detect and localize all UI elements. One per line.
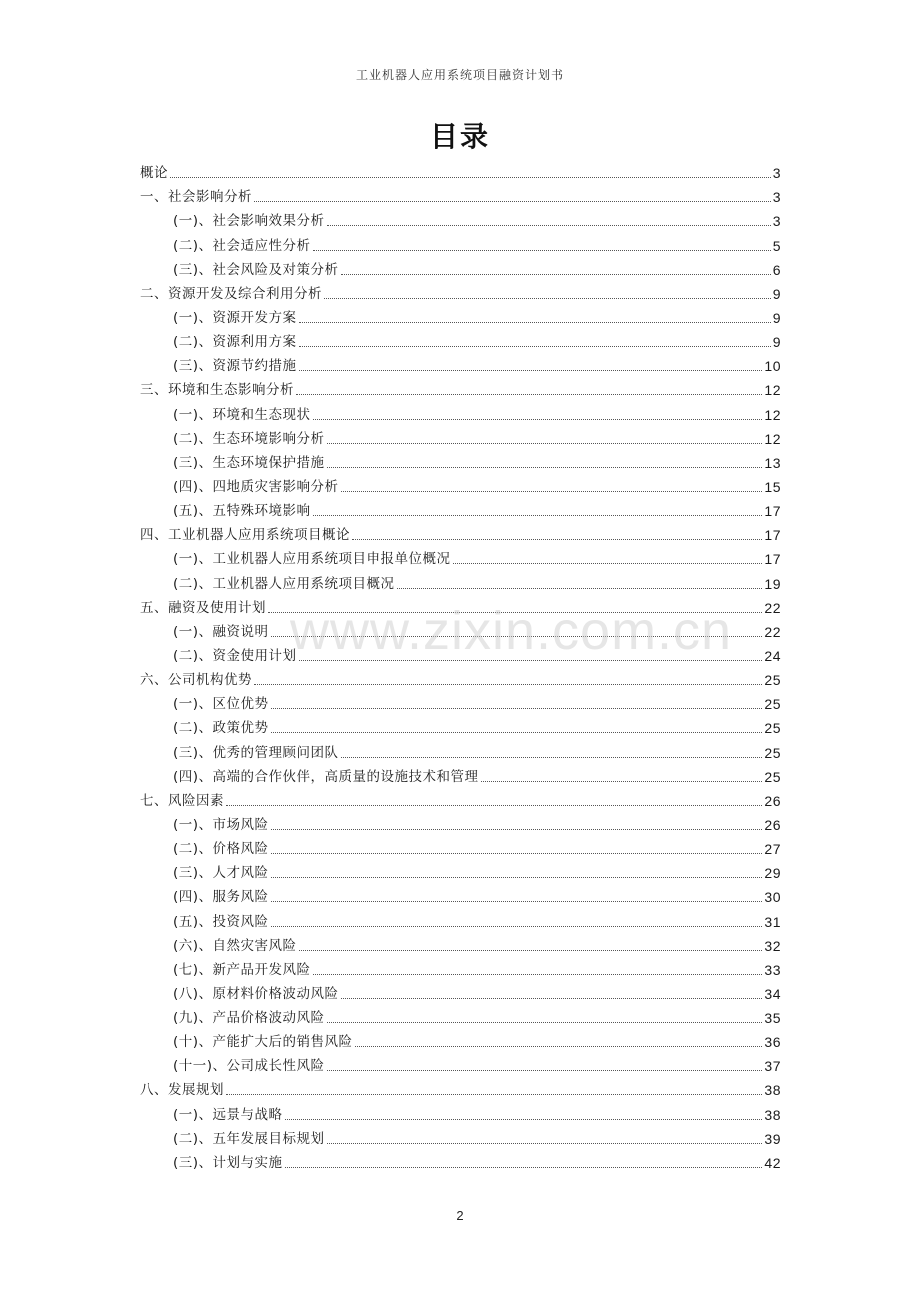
toc-dot-leader: [299, 346, 771, 347]
toc-dot-leader: [397, 588, 763, 589]
toc-entry[interactable]: [140, 209, 781, 233]
toc-dot-leader: [341, 491, 763, 492]
toc-dot-leader: [254, 201, 771, 202]
toc-entry[interactable]: [140, 789, 781, 813]
toc-dot-leader: [313, 419, 763, 420]
toc-dot-leader: [313, 974, 763, 975]
toc-entry-page: 37: [764, 1058, 781, 1075]
toc-entry-label: 八、发展规划: [140, 1082, 224, 1099]
toc-title: 目录: [429, 120, 490, 153]
toc-entry[interactable]: [140, 958, 781, 982]
toc-entry[interactable]: [140, 644, 781, 668]
toc-dot-leader: [327, 1070, 763, 1071]
toc-entry-label: (一)、资源开发方案: [173, 309, 297, 326]
toc-dot-leader: [341, 274, 771, 275]
toc-entry-label: (二)、五年发展目标规划: [173, 1130, 325, 1147]
toc-entry[interactable]: [140, 427, 781, 451]
toc-entry[interactable]: [140, 740, 781, 764]
toc-entry[interactable]: [140, 233, 781, 257]
toc-entry-label: (二)、资源利用方案: [173, 334, 297, 351]
toc-dot-leader: [299, 370, 763, 371]
toc-entry-label: (一)、市场风险: [173, 816, 269, 833]
toc-entry-page: 32: [764, 937, 781, 954]
toc-entry[interactable]: [140, 1127, 781, 1151]
toc-dot-leader: [285, 1119, 763, 1120]
toc-entry-page: 24: [764, 647, 781, 664]
toc-entry[interactable]: [140, 813, 781, 837]
toc-entry[interactable]: [140, 837, 781, 861]
toc-entry[interactable]: [140, 282, 781, 306]
toc-dot-leader: [271, 901, 763, 902]
toc-entry-page: 3: [772, 213, 781, 230]
toc-entry[interactable]: [140, 1006, 781, 1030]
toc-entry-label: 七、风险因素: [140, 792, 224, 809]
toc-entry-label: 六、公司机构优势: [140, 672, 252, 689]
toc-entry-page: 12: [764, 430, 781, 447]
toc-dot-leader: [271, 926, 763, 927]
toc-entry[interactable]: [140, 934, 781, 958]
toc-dot-leader: [327, 1022, 763, 1023]
toc-dot-leader: [327, 443, 763, 444]
toc-entry-label: (二)、生态环境影响分析: [173, 430, 325, 447]
toc-entry-label: (一)、工业机器人应用系统项目申报单位概况: [173, 551, 451, 568]
toc-entry-page: 34: [764, 985, 781, 1002]
toc-entry[interactable]: [140, 1078, 781, 1102]
toc-dot-leader: [327, 225, 771, 226]
toc-dot-leader: [271, 708, 763, 709]
toc-entry-page: 26: [764, 816, 781, 833]
toc-entry-label: (三)、社会风险及对策分析: [173, 261, 339, 278]
toc-entry-page: 19: [764, 575, 781, 592]
toc-entry-label: (三)、资源节约措施: [173, 358, 297, 375]
toc-entry-label: (三)、优秀的管理顾问团队: [173, 744, 339, 761]
toc-entry[interactable]: [140, 547, 781, 571]
toc-dot-leader: [341, 998, 763, 999]
toc-entry-label: 五、融资及使用计划: [140, 599, 266, 616]
toc-entry[interactable]: [140, 861, 781, 885]
toc-dot-leader: [271, 732, 763, 733]
toc-entry-page: 38: [764, 1106, 781, 1123]
toc-entry-label: (十)、产能扩大后的销售风险: [173, 1034, 353, 1051]
toc-dot-leader: [352, 539, 762, 540]
toc-dot-leader: [327, 1143, 763, 1144]
toc-dot-leader: [299, 322, 771, 323]
toc-entry[interactable]: [140, 475, 781, 499]
toc-entry-label: (三)、计划与实施: [173, 1154, 283, 1171]
toc-entry-page: 25: [764, 696, 781, 713]
toc-entry[interactable]: [140, 692, 781, 716]
toc-entry[interactable]: [140, 596, 781, 620]
toc-entry-label: (十一)、公司成长性风险: [173, 1058, 325, 1075]
toc-entry-page: 17: [764, 551, 781, 568]
toc-entry-page: 12: [764, 406, 781, 423]
toc-dot-leader: [327, 467, 763, 468]
toc-entry-page: 17: [764, 503, 781, 520]
toc-entry-page: 6: [772, 261, 781, 278]
toc-entry-label: (六)、自然灾害风险: [173, 937, 297, 954]
toc-entry-label: 概论: [140, 165, 168, 182]
toc-entry-label: (三)、人才风险: [173, 865, 269, 882]
toc-entry-label: 二、资源开发及综合利用分析: [140, 285, 322, 302]
toc-entry-label: (四)、四地质灾害影响分析: [173, 478, 339, 495]
toc-entry-page: 35: [764, 1010, 781, 1027]
toc-entry[interactable]: [140, 1030, 781, 1054]
toc-entry[interactable]: [140, 620, 781, 644]
toc-entry-page: 10: [764, 358, 781, 375]
toc-entry-page: 36: [764, 1034, 781, 1051]
watermark: www.zixin.com.cn: [290, 601, 733, 661]
toc-entry-label: (二)、政策优势: [173, 720, 269, 737]
toc-dot-leader: [271, 636, 763, 637]
toc-entry-page: 9: [772, 285, 781, 302]
toc-entry-label: (五)、投资风险: [173, 913, 269, 930]
toc-entry-page: 27: [764, 841, 781, 858]
toc-dot-leader: [268, 612, 762, 613]
toc-entry-label: (一)、远景与战略: [173, 1106, 283, 1123]
toc-entry-page: 9: [772, 309, 781, 326]
toc-entry-page: 30: [764, 889, 781, 906]
toc-dot-leader: [271, 853, 763, 854]
toc-dot-leader: [254, 684, 762, 685]
toc-entry[interactable]: [140, 982, 781, 1006]
toc-entry-label: (一)、社会影响效果分析: [173, 213, 325, 230]
toc-entry-label: (八)、原材料价格波动风险: [173, 985, 339, 1002]
toc-entry-label: 四、工业机器人应用系统项目概论: [140, 527, 350, 544]
toc-entry[interactable]: [140, 402, 781, 426]
toc-entry[interactable]: [140, 161, 781, 185]
toc-entry[interactable]: [140, 306, 781, 330]
toc-entry[interactable]: [140, 354, 781, 378]
toc-entry-label: (二)、工业机器人应用系统项目概况: [173, 575, 395, 592]
toc-entry[interactable]: [140, 1102, 781, 1126]
running-header: 工业机器人应用系统项目融资计划书: [355, 68, 564, 82]
toc-entry-page: 29: [764, 865, 781, 882]
toc-dot-leader: [296, 394, 762, 395]
toc-entry[interactable]: [140, 451, 781, 475]
toc-dot-leader: [453, 563, 763, 564]
toc-entry[interactable]: [140, 765, 781, 789]
toc-entry[interactable]: [140, 523, 781, 547]
toc-entry-page: 25: [764, 672, 781, 689]
toc-entry[interactable]: [140, 378, 781, 402]
toc-dot-leader: [313, 515, 763, 516]
toc-entry[interactable]: [140, 330, 781, 354]
toc-entry-label: (四)、高端的合作伙伴，高质量的设施技术和管理: [173, 768, 479, 785]
toc-entry-label: (二)、价格风险: [173, 841, 269, 858]
toc-entry-page: 22: [764, 623, 781, 640]
toc-dot-leader: [271, 877, 763, 878]
toc-entry-label: (一)、融资说明: [173, 623, 269, 640]
toc-dot-leader: [299, 660, 763, 661]
toc-entry-page: 39: [764, 1130, 781, 1147]
toc-dot-leader: [481, 781, 763, 782]
toc-entry[interactable]: [140, 885, 781, 909]
toc-dot-leader: [313, 250, 771, 251]
toc-entry-page: 12: [764, 382, 781, 399]
toc-entry-label: (四)、服务风险: [173, 889, 269, 906]
toc-entry[interactable]: [140, 909, 781, 933]
toc-entry[interactable]: [140, 668, 781, 692]
toc-entry-page: 15: [764, 478, 781, 495]
page-number: 2: [456, 1208, 464, 1223]
toc-entry-label: (九)、产品价格波动风险: [173, 1010, 325, 1027]
toc-dot-leader: [299, 950, 763, 951]
toc-entry-page: 38: [764, 1082, 781, 1099]
toc-dot-leader: [226, 805, 762, 806]
toc-entry[interactable]: [140, 185, 781, 209]
toc-dot-leader: [324, 298, 771, 299]
toc-entry-page: 9: [772, 334, 781, 351]
toc-entry-label: (一)、环境和生态现状: [173, 406, 311, 423]
toc-dot-leader: [341, 757, 763, 758]
toc-entry[interactable]: [140, 1151, 781, 1175]
toc-entry[interactable]: [140, 571, 781, 595]
toc-entry-label: (七)、新产品开发风险: [173, 961, 311, 978]
toc-entry-page: 42: [764, 1154, 781, 1171]
table-of-contents: [140, 161, 781, 1175]
toc-entry-label: (三)、生态环境保护措施: [173, 454, 325, 471]
toc-entry-page: 31: [764, 913, 781, 930]
toc-dot-leader: [355, 1046, 763, 1047]
toc-entry-page: 25: [764, 720, 781, 737]
toc-entry[interactable]: [140, 499, 781, 523]
toc-entry-label: (一)、区位优势: [173, 696, 269, 713]
toc-entry-page: 25: [764, 768, 781, 785]
toc-dot-leader: [285, 1167, 763, 1168]
toc-entry-page: 26: [764, 792, 781, 809]
toc-entry[interactable]: [140, 716, 781, 740]
toc-entry-page: 25: [764, 744, 781, 761]
toc-entry-label: (二)、资金使用计划: [173, 647, 297, 664]
toc-entry[interactable]: [140, 1054, 781, 1078]
toc-dot-leader: [170, 177, 771, 178]
toc-entry[interactable]: [140, 258, 781, 282]
toc-entry-label: (二)、社会适应性分析: [173, 237, 311, 254]
toc-entry-label: (五)、五特殊环境影响: [173, 503, 311, 520]
toc-entry-page: 3: [772, 165, 781, 182]
toc-entry-page: 22: [764, 599, 781, 616]
toc-entry-page: 17: [764, 527, 781, 544]
toc-entry-label: 三、环境和生态影响分析: [140, 382, 294, 399]
toc-dot-leader: [271, 829, 763, 830]
toc-entry-page: 33: [764, 961, 781, 978]
toc-dot-leader: [226, 1094, 762, 1095]
toc-entry-page: 3: [772, 189, 781, 206]
toc-entry-label: 一、社会影响分析: [140, 189, 252, 206]
toc-entry-page: 5: [772, 237, 781, 254]
toc-entry-page: 13: [764, 454, 781, 471]
